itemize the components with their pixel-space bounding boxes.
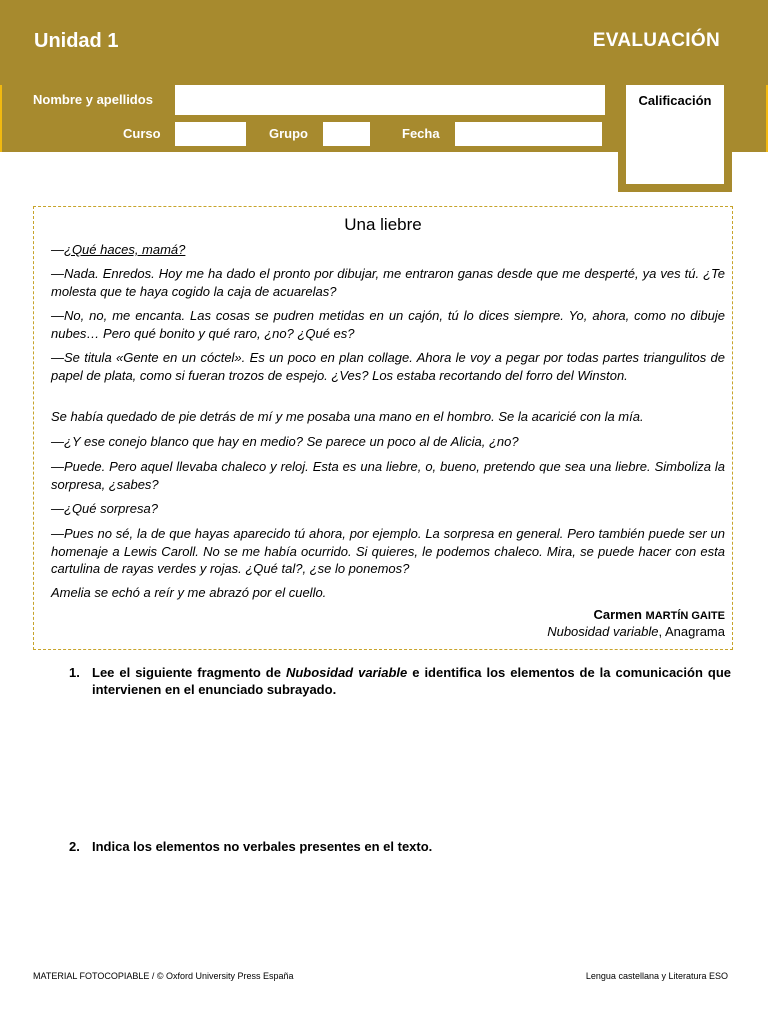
name-label: Nombre y apellidos bbox=[33, 92, 153, 107]
question-1 bbox=[69, 664, 731, 698]
grade-field[interactable] bbox=[626, 85, 724, 184]
paragraph-9: —Pues no sé, la de que hayas aparecido tú ahora, por ejemplo. La sorpresa en general. Pero también puede ser un homenaje a Lewis Caroll. No se me había ocurrido. Si quieres, le podemos chaleco. Mira, se puede hacer con esta cartulina de rayas verdes y rojas. ¿Qué tal?, ¿se lo ponemos? bbox=[51, 526, 725, 576]
paragraph-4: —Se titula «Gente en un cóctel». Es un poco en plan collage. Ahora le voy a pegar por todas partes triangulitos de papel de plata, como si fueran trozos de espejo. ¿Ves? Los estaba recortando del forro del Winston. bbox=[51, 350, 725, 383]
name-field[interactable] bbox=[175, 85, 605, 115]
paragraph-2: —Nada. Enredos. Hoy me ha dado el pronto por dibujar, me entraron ganas desde que me desperté, ya ves tú. ¿Te molesta que te haya cogido la caja de acuarelas? bbox=[51, 266, 725, 299]
date-label: Fecha bbox=[402, 126, 440, 141]
reading-text-box bbox=[33, 206, 733, 650]
section-title: EVALUACIÓN bbox=[592, 30, 720, 51]
paragraph-10: Amelia se echó a reír y me abrazó por el cuello. bbox=[51, 585, 327, 600]
group-label: Grupo bbox=[269, 126, 308, 141]
date-field[interactable] bbox=[455, 122, 602, 146]
question-1-text: Lee el siguiente fragmento de Nubosidad variable e identifica los elementos de la comunicación que intervienen en el enunciado subrayado. bbox=[92, 665, 732, 697]
grade-label: Calificación bbox=[638, 93, 712, 108]
grade-box bbox=[618, 85, 732, 192]
paragraph-5: Se había quedado de pie detrás de mí y me posaba una mano en el hombro. Se la acaricié con la mía. bbox=[51, 409, 644, 424]
paragraph-3: —No, no, me encanta. Las cosas se pudren metidas en un cajón, tú lo dices siempre. Yo, ahora, como no dibuje nubes… Pero qué bonito y qué raro, ¿no? ¿Qué es? bbox=[51, 308, 725, 341]
paragraph-1: —¿Qué haces, mamá? bbox=[51, 242, 186, 257]
underlined-utterance: ¿Qué haces, mamá? bbox=[64, 242, 186, 257]
paragraph-7: —Puede. Pero aquel llevaba chaleco y reloj. Esta es una liebre, o, bueno, pretendo que sea una liebre. Simboliza la sorpresa, ¿sabes? bbox=[51, 459, 725, 492]
unit-title: Unidad 1 bbox=[34, 30, 119, 52]
question-1-number: 1. bbox=[69, 665, 80, 680]
left-accent-line bbox=[0, 85, 2, 152]
footer-copyright: MATERIAL FOTOCOPIABLE / © Oxford University Press España bbox=[33, 971, 294, 981]
course-field[interactable] bbox=[175, 122, 246, 146]
author: Carmen MARTÍN GAITE bbox=[593, 607, 725, 622]
text-title: Una liebre bbox=[344, 215, 422, 234]
paragraph-6: —¿Y ese conejo blanco que hay en medio? Se parece un poco al de Alicia, ¿no? bbox=[51, 434, 519, 449]
question-2 bbox=[69, 838, 731, 855]
source: Nubosidad variable, Anagrama bbox=[547, 624, 725, 639]
paragraph-8: —¿Qué sorpresa? bbox=[51, 501, 158, 516]
question-2-number: 2. bbox=[69, 839, 80, 854]
footer-subject: Lengua castellana y Literatura ESO bbox=[585, 971, 728, 981]
question-2-text: Indica los elementos no verbales presentes en el texto. bbox=[92, 839, 433, 854]
group-field[interactable] bbox=[323, 122, 370, 146]
course-label: Curso bbox=[123, 126, 161, 141]
